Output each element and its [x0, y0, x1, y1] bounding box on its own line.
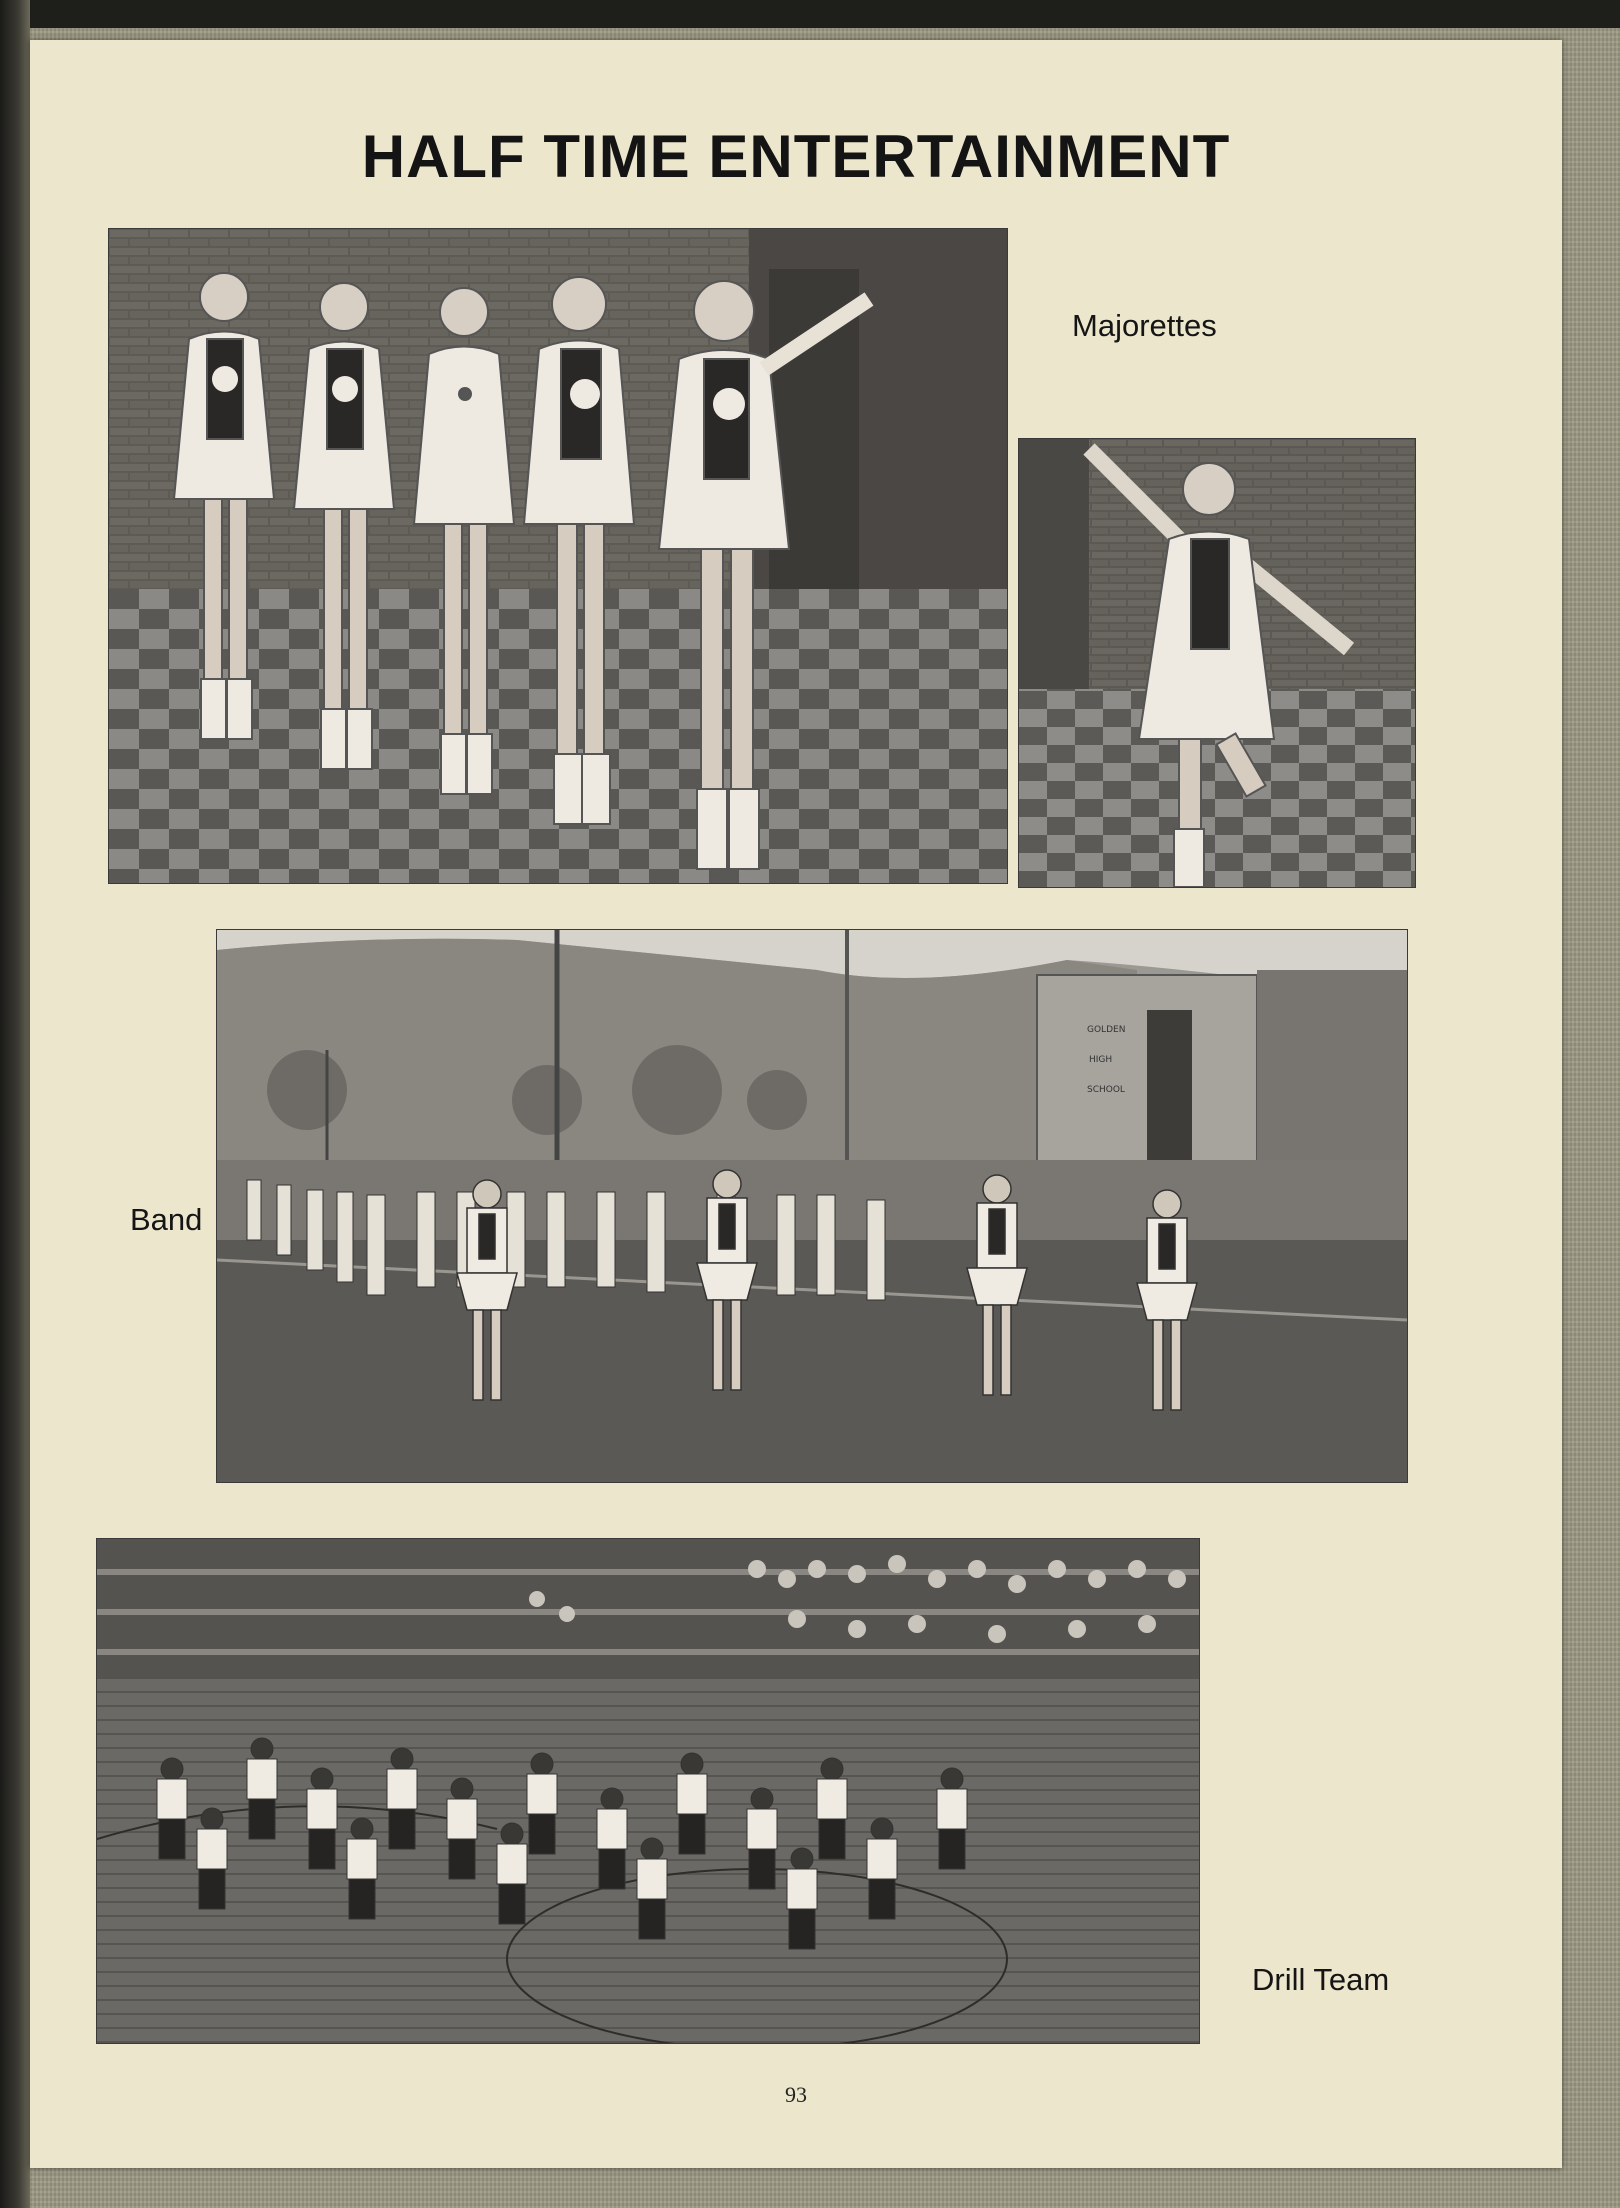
drill-team-caption: Drill Team — [1252, 1962, 1390, 1997]
page-number: 93 — [785, 2082, 807, 2107]
band-photo — [216, 929, 1408, 1483]
school-sign-line-3: SCHOOL — [1087, 1085, 1125, 1095]
yearbook-page — [30, 40, 1562, 2168]
majorettes-group-photo — [108, 228, 1008, 884]
school-sign-line-2: HIGH — [1089, 1055, 1113, 1065]
top-edge — [0, 0, 1620, 28]
majorette-solo-photo — [1018, 438, 1416, 888]
binding-edge — [0, 0, 30, 2208]
majorettes-caption: Majorettes — [1072, 308, 1217, 343]
school-sign-line-1: GOLDEN — [1087, 1025, 1126, 1035]
drill-team-photo — [96, 1538, 1200, 2044]
band-caption: Band — [130, 1202, 203, 1237]
page-title: HALF TIME ENTERTAINMENT — [361, 123, 1231, 190]
